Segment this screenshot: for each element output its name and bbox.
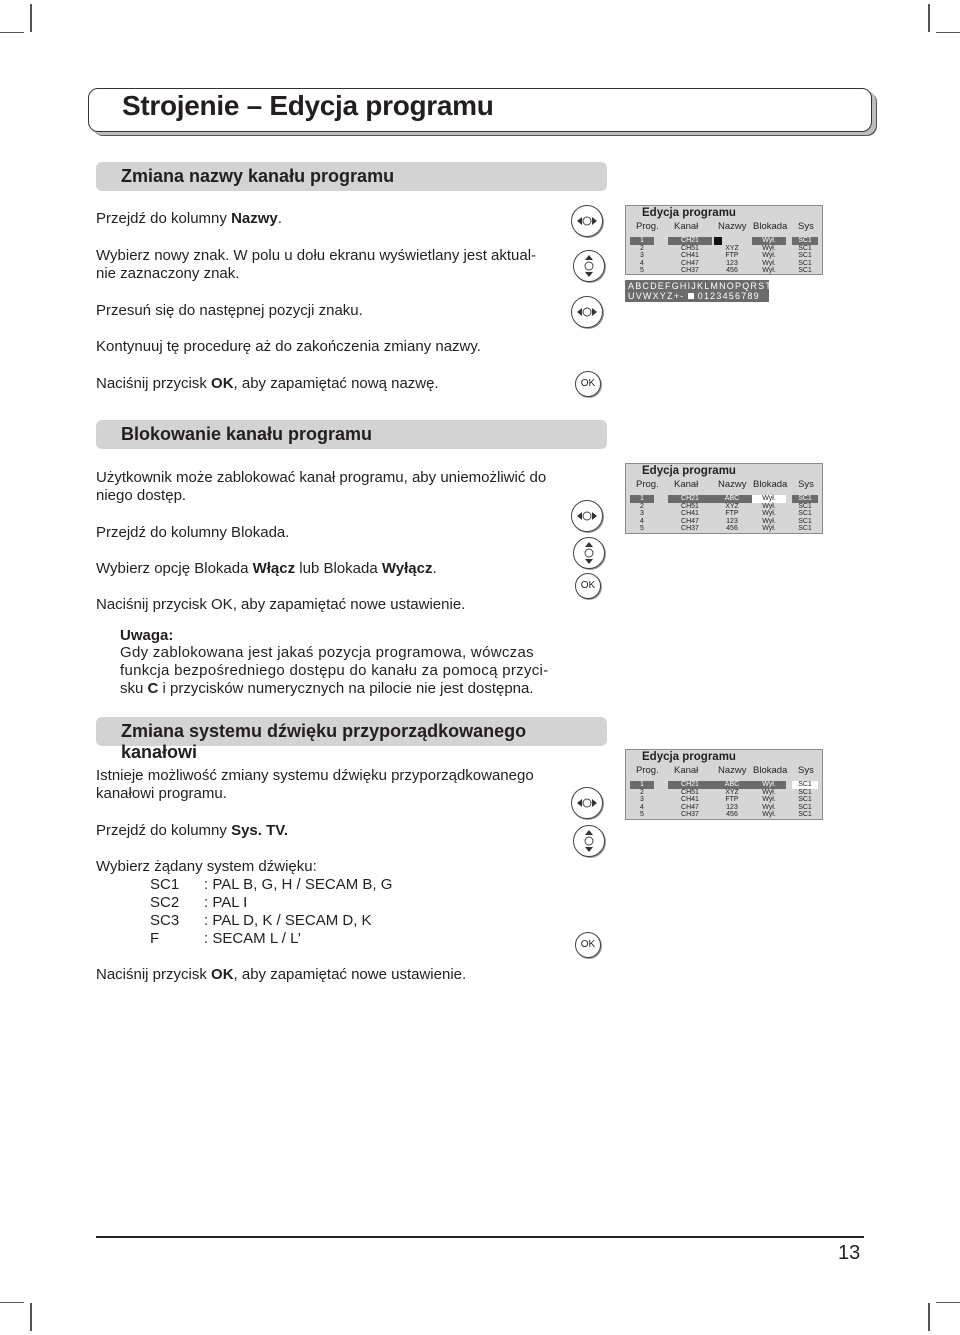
osd-panel-lock	[625, 463, 823, 534]
up-down-arrow-icon	[573, 825, 605, 857]
osd-cell: CH37	[681, 267, 699, 275]
osd-cell: Wył.	[762, 517, 776, 525]
paragraph: kanałowi programu.	[96, 785, 227, 802]
osd-cell: Wył.	[762, 510, 776, 518]
osd-cell: Wył.	[762, 252, 776, 260]
system-code: SC2	[150, 894, 180, 911]
osd-cell: CH21	[668, 495, 712, 503]
crop-mark	[928, 1303, 930, 1331]
osd-cell: CH21	[668, 237, 712, 245]
osd-cell: Wył.	[762, 259, 776, 267]
section-heading-text: Zmiana nazwy kanału programu	[121, 166, 395, 186]
osd-header: Sys	[798, 221, 814, 232]
paragraph: Kontynuuj tę procedurę aż do zakończenia zmiany nazwy.	[96, 338, 481, 355]
paragraph: Użytkownik może zablokować kanał programu, aby uniemożliwić do	[96, 469, 547, 486]
osd-cell: 456	[726, 525, 738, 533]
crop-mark	[936, 1302, 960, 1303]
charset-line: ABCDEFGHIJKLMNOPQRST	[628, 281, 773, 291]
page-number: 13	[838, 1242, 861, 1264]
osd-cell: SC1	[798, 525, 812, 533]
osd-row	[630, 525, 818, 533]
osd-cell: 2	[640, 788, 644, 796]
paragraph: Wybierz żądany system dźwięku:	[96, 858, 317, 875]
osd-cell: CH51	[681, 244, 699, 252]
character-set-bar	[625, 280, 773, 302]
note-label: Uwaga:	[120, 627, 174, 644]
osd-cell: FTP	[725, 796, 739, 804]
system-code: SC1	[150, 876, 180, 893]
paragraph: niego dostęp.	[96, 487, 187, 504]
paragraph: Przejdź do kolumny Blokada.	[96, 524, 290, 541]
osd-header: Prog.	[636, 479, 659, 490]
osd-cell: XYZ	[725, 788, 739, 796]
osd-header: Blokada	[753, 765, 788, 776]
left-right-arrow-icon	[571, 205, 603, 237]
osd-cell: SC1	[798, 788, 812, 796]
osd-cell: FTP	[725, 252, 739, 260]
osd-cell: CH41	[681, 796, 699, 804]
system-code: F	[150, 930, 160, 947]
section-heading-rename	[96, 162, 607, 191]
osd-cell: 4	[640, 803, 644, 811]
osd-header: Sys	[798, 479, 814, 490]
system-desc: : PAL D, K / SECAM D, K	[204, 912, 372, 929]
up-down-arrow-icon	[573, 250, 605, 282]
osd-cell: 1	[630, 237, 654, 245]
left-right-arrow-icon	[571, 787, 603, 819]
osd-cell: SC1	[798, 259, 812, 267]
osd-cell: Wył.	[762, 244, 776, 252]
osd-cell: CH51	[681, 788, 699, 796]
osd-cell: 4	[640, 259, 644, 267]
osd-cell: CH47	[681, 259, 699, 267]
osd-cell: 3	[640, 252, 644, 260]
osd-cell: 123	[726, 259, 738, 267]
crop-mark	[0, 32, 24, 33]
crop-mark	[928, 4, 930, 32]
osd-cell: 123	[726, 803, 738, 811]
osd-cell: 2	[640, 502, 644, 510]
osd-cell: Wył.	[762, 796, 776, 804]
cursor-block-icon	[688, 293, 694, 299]
section-heading-sound-system	[96, 717, 607, 762]
osd-header: Blokada	[753, 221, 788, 232]
osd-cell: 2	[640, 244, 644, 252]
osd-cell: 1	[630, 495, 654, 503]
osd-cell: XYZ	[725, 502, 739, 510]
osd-cell: SC1	[798, 252, 812, 260]
paragraph: Przejdź do kolumny Nazwy.	[96, 210, 282, 227]
osd-cell: XYZ	[725, 244, 739, 252]
osd-cell: SC1	[798, 811, 812, 819]
paragraph: Wybierz opcję Blokada Włącz lub Blokada Wyłącz.	[96, 560, 437, 577]
crop-mark	[0, 1302, 24, 1303]
osd-cell: SC1	[792, 495, 818, 503]
osd-cell: FTP	[725, 510, 739, 518]
osd-cell: SC1	[798, 796, 812, 804]
osd-cell: CH41	[681, 510, 699, 518]
osd-cell: Wył.	[762, 811, 776, 819]
osd-cell: Wył.	[752, 237, 786, 245]
paragraph: nie zaznaczony znak.	[96, 265, 240, 282]
osd-cell: SC1	[798, 803, 812, 811]
osd-cell: SC1	[792, 781, 818, 789]
osd-cell: Wył.	[752, 495, 786, 503]
left-right-arrow-icon	[571, 500, 603, 532]
section-heading-lock	[96, 420, 607, 449]
crop-mark	[30, 1303, 32, 1331]
osd-cell: ABC	[712, 781, 752, 789]
osd-header: Kanał	[674, 479, 699, 490]
system-desc: : SECAM L / L’	[204, 930, 301, 947]
osd-cell: 456	[726, 267, 738, 275]
osd-cell: CH47	[681, 803, 699, 811]
system-desc: : PAL B, G, H / SECAM B, G	[204, 876, 393, 893]
osd-cell: 3	[640, 796, 644, 804]
paragraph: Naciśnij przycisk OK, aby zapamiętać nowe ustawienie.	[96, 966, 467, 983]
paragraph: Przejdź do kolumny Sys. TV.	[96, 822, 289, 839]
osd-cell: CH37	[681, 525, 699, 533]
osd-header: Prog.	[636, 765, 659, 776]
osd-header: Prog.	[636, 221, 659, 232]
osd-title: Edycja programu	[642, 751, 736, 763]
note-text: sku C i przycisków numerycznych na pilocie nie jest dostępna.	[120, 680, 534, 697]
osd-cell: SC1	[798, 517, 812, 525]
osd-cell: Wył.	[752, 781, 786, 789]
note-text: funkcja bezpośredniego dostępu do kanału za pomocą przyci-	[120, 662, 549, 679]
system-code: SC3	[150, 912, 180, 929]
osd-panel-sound	[625, 749, 823, 820]
ok-button-icon: OK	[575, 932, 601, 958]
osd-title: Edycja programu	[642, 465, 736, 477]
ok-button-icon: OK	[575, 371, 601, 397]
crop-mark	[936, 32, 960, 33]
osd-header: Nazwy	[718, 479, 747, 490]
osd-title: Edycja programu	[642, 207, 736, 219]
ok-button-icon: OK	[575, 573, 601, 599]
osd-header: Nazwy	[718, 221, 747, 232]
osd-cell: Wył.	[762, 788, 776, 796]
left-right-arrow-icon	[571, 296, 603, 328]
system-desc: : PAL I	[204, 894, 248, 911]
osd-cell: SC1	[798, 244, 812, 252]
osd-cell: ABC	[712, 495, 752, 503]
osd-cell: 5	[640, 525, 644, 533]
osd-row	[630, 267, 818, 275]
page-title: Strojenie – Edycja programu	[122, 90, 494, 121]
osd-cell: 1	[630, 781, 654, 789]
osd-header: Sys	[798, 765, 814, 776]
crop-mark	[30, 4, 32, 32]
osd-cell: Wył.	[762, 502, 776, 510]
osd-cell: SC1	[798, 510, 812, 518]
paragraph: Wybierz nowy znak. W polu u dołu ekranu wyświetlany jest aktual-	[96, 247, 537, 264]
osd-cell: Wył.	[762, 803, 776, 811]
osd-cell: SC1	[792, 237, 818, 245]
osd-panel-rename	[625, 205, 823, 275]
osd-cell: 3	[640, 510, 644, 518]
osd-header: Kanał	[674, 221, 699, 232]
osd-header: Blokada	[753, 479, 788, 490]
osd-row	[630, 811, 818, 819]
osd-cell: 123	[726, 517, 738, 525]
section-heading-text: Zmiana systemu dźwięku przyporządkowanego kanałowi	[121, 721, 527, 762]
osd-cell: 5	[640, 267, 644, 275]
osd-cell: CH51	[681, 502, 699, 510]
osd-cell: CH21	[668, 781, 712, 789]
osd-cell: CH41	[681, 252, 699, 260]
paragraph: Przesuń się do następnej pozycji znaku.	[96, 302, 363, 319]
paragraph: Naciśnij przycisk OK, aby zapamiętać nową nazwę.	[96, 375, 439, 392]
section-heading-text: Blokowanie kanału programu	[121, 424, 373, 444]
osd-cell: Wył.	[762, 525, 776, 533]
osd-cell: 456	[726, 811, 738, 819]
up-down-arrow-icon	[573, 537, 605, 569]
osd-cell: CH47	[681, 517, 699, 525]
osd-cell: Wył.	[762, 267, 776, 275]
paragraph: Istnieje możliwość zmiany systemu dźwięku przyporządkowanego	[96, 767, 534, 784]
charset-line: UVWXYZ+- 0123456789	[628, 291, 760, 301]
osd-cell: SC1	[798, 502, 812, 510]
osd-cell: 5	[640, 811, 644, 819]
osd-header: Kanał	[674, 765, 699, 776]
osd-cell: 4	[640, 517, 644, 525]
note-text: Gdy zablokowana jest jakaś pozycja programowa, wówczas	[120, 644, 534, 661]
osd-cell: SC1	[798, 267, 812, 275]
paragraph: Naciśnij przycisk OK, aby zapamiętać nowe ustawienie.	[96, 596, 466, 613]
footer-rule	[96, 1236, 864, 1238]
osd-header: Nazwy	[718, 765, 747, 776]
osd-cell: CH37	[681, 811, 699, 819]
